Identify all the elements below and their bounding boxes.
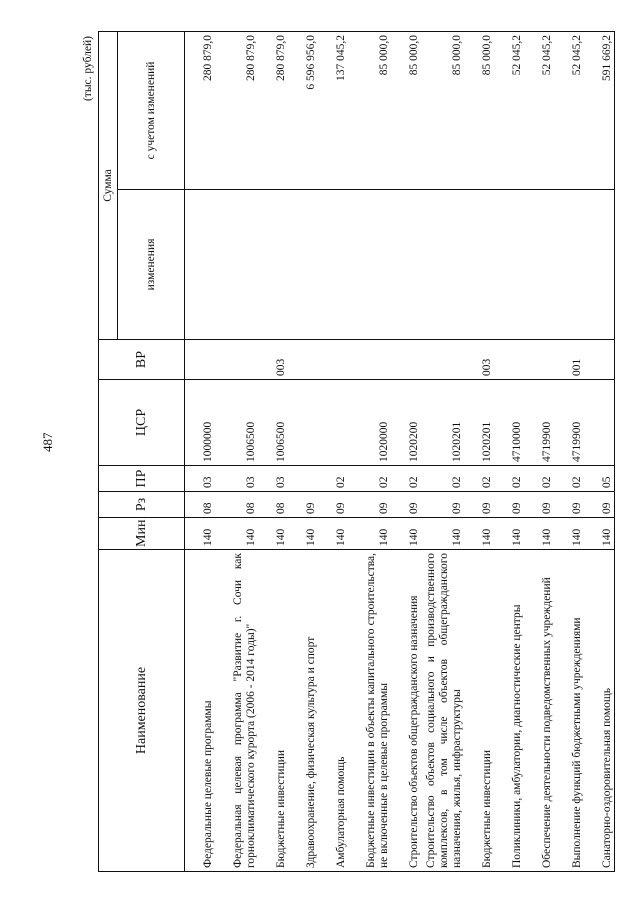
row-changes (524, 190, 554, 340)
header-rz: Рз (99, 492, 185, 518)
rotated-page-content (82, 32, 613, 872)
budget-table (98, 31, 615, 872)
row-pr: 02 (421, 466, 464, 492)
row-csr: 1020200 (391, 380, 421, 466)
budget-table-body (185, 31, 615, 871)
row-changes (215, 190, 258, 340)
row-vr (584, 340, 615, 380)
table-row (464, 31, 494, 871)
row-name: Поликлиники, амбулатории, диагностические центры (494, 550, 524, 872)
row-min: 140 (318, 518, 348, 550)
row-csr: 1020201 (421, 380, 464, 466)
row-vr (494, 340, 524, 380)
row-rz: 09 (421, 492, 464, 518)
row-rz: 09 (494, 492, 524, 518)
row-csr: 4710000 (494, 380, 524, 466)
header-pr: ПР (99, 466, 185, 492)
row-name: Строительство объектов социального и производственного комплексов, в том числе объектов общегражданского назначения, жилья, инфраструктуры (421, 550, 464, 872)
row-pr: 02 (524, 466, 554, 492)
row-total: 85 000,0 (348, 31, 391, 189)
row-min: 140 (524, 518, 554, 550)
row-vr (348, 340, 391, 380)
row-min: 140 (421, 518, 464, 550)
row-name: Бюджетные инвестиции (464, 550, 494, 872)
row-pr: 03 (185, 466, 216, 492)
row-csr: 1020201 (464, 380, 494, 466)
row-csr: 1020000 (348, 380, 391, 466)
row-changes (391, 190, 421, 340)
table-row (584, 31, 615, 871)
row-rz: 08 (258, 492, 288, 518)
row-total: 280 879,0 (258, 31, 288, 189)
row-min: 140 (464, 518, 494, 550)
header-csr: ЦСР (99, 380, 185, 466)
row-pr: 03 (258, 466, 288, 492)
row-name: Федеральная целевая программа "Развитие г. Сочи как горноклиматического курорта (2006 - 2014 годы)" (215, 550, 258, 872)
row-min: 140 (185, 518, 216, 550)
row-name: Выполнение функций бюджетными учреждениями (554, 550, 584, 872)
row-pr: 02 (318, 466, 348, 492)
header-with-changes: с учетом изменений (118, 31, 185, 189)
row-rz: 09 (584, 492, 615, 518)
row-total: 85 000,0 (421, 31, 464, 189)
row-csr (288, 380, 318, 466)
table-row (524, 31, 554, 871)
row-name: Строительство объектов общегражданского назначения (391, 550, 421, 872)
table-row (215, 31, 258, 871)
row-rz: 09 (524, 492, 554, 518)
row-min: 140 (584, 518, 615, 550)
row-csr (318, 380, 348, 466)
row-vr (215, 340, 258, 380)
row-vr (391, 340, 421, 380)
table-row (185, 31, 216, 871)
table-row (318, 31, 348, 871)
row-total: 280 879,0 (215, 31, 258, 189)
row-vr: 003 (464, 340, 494, 380)
row-csr: 1006500 (215, 380, 258, 466)
row-pr: 02 (348, 466, 391, 492)
row-pr: 03 (215, 466, 258, 492)
page-number: 487 (40, 432, 55, 452)
row-min: 140 (391, 518, 421, 550)
row-name: Федеральные целевые программы (185, 550, 216, 872)
row-min: 140 (288, 518, 318, 550)
row-changes (258, 190, 288, 340)
row-name: Бюджетные инвестиции (258, 550, 288, 872)
row-total: 137 045,2 (318, 31, 348, 189)
row-total: 85 000,0 (464, 31, 494, 189)
row-vr (318, 340, 348, 380)
row-rz: 09 (348, 492, 391, 518)
row-vr: 001 (554, 340, 584, 380)
row-min: 140 (554, 518, 584, 550)
row-rz: 09 (318, 492, 348, 518)
row-min: 140 (348, 518, 391, 550)
row-changes (554, 190, 584, 340)
table-row (258, 31, 288, 871)
row-vr: 003 (258, 340, 288, 380)
row-csr: 4719900 (524, 380, 554, 466)
row-rz: 09 (288, 492, 318, 518)
row-csr: 4719900 (554, 380, 584, 466)
row-changes (584, 190, 615, 340)
units-label: (тыс. рублей) (82, 36, 94, 102)
row-changes (464, 190, 494, 340)
table-row (391, 31, 421, 871)
header-vr: ВР (99, 340, 185, 380)
table-row (348, 31, 391, 871)
row-rz: 09 (554, 492, 584, 518)
header-min: Мин (99, 518, 185, 550)
row-pr: 02 (464, 466, 494, 492)
table-row (494, 31, 524, 871)
row-pr: 02 (554, 466, 584, 492)
row-total: 591 669,2 (584, 31, 615, 189)
row-changes (318, 190, 348, 340)
row-changes (421, 190, 464, 340)
row-pr: 05 (584, 466, 615, 492)
row-name: Амбулаторная помощь (318, 550, 348, 872)
row-min: 140 (215, 518, 258, 550)
row-changes (494, 190, 524, 340)
row-total: 52 045,2 (554, 31, 584, 189)
row-total: 52 045,2 (524, 31, 554, 189)
row-vr (421, 340, 464, 380)
row-total: 280 879,0 (185, 31, 216, 189)
row-pr (288, 466, 318, 492)
row-changes (348, 190, 391, 340)
row-total: 6 596 956,0 (288, 31, 318, 189)
row-total: 52 045,2 (494, 31, 524, 189)
row-min: 140 (258, 518, 288, 550)
table-row (288, 31, 318, 871)
row-name: Бюджетные инвестиции в объекты капитального строительства, не включенные в целевые программы (348, 550, 391, 872)
row-pr: 02 (391, 466, 421, 492)
header-sum: Сумма (99, 31, 118, 339)
row-min: 140 (494, 518, 524, 550)
row-changes (185, 190, 216, 340)
row-rz: 09 (464, 492, 494, 518)
row-pr: 02 (494, 466, 524, 492)
row-vr (288, 340, 318, 380)
row-rz: 08 (185, 492, 216, 518)
row-csr: 1006500 (258, 380, 288, 466)
row-changes (288, 190, 318, 340)
row-total: 85 000,0 (391, 31, 421, 189)
table-row (554, 31, 584, 871)
row-name: Здравоохранение, физическая культура и спорт (288, 550, 318, 872)
header-changes: изменения (118, 190, 185, 340)
table-row (421, 31, 464, 871)
row-rz: 09 (391, 492, 421, 518)
row-csr: 1000000 (185, 380, 216, 466)
row-csr (584, 380, 615, 466)
row-vr (185, 340, 216, 380)
row-name: Санаторно-оздоровительная помощь (584, 550, 615, 872)
row-vr (524, 340, 554, 380)
row-rz: 08 (215, 492, 258, 518)
row-name: Обеспечение деятельности подведомственных учреждений (524, 550, 554, 872)
header-name: Наименование (99, 550, 185, 872)
